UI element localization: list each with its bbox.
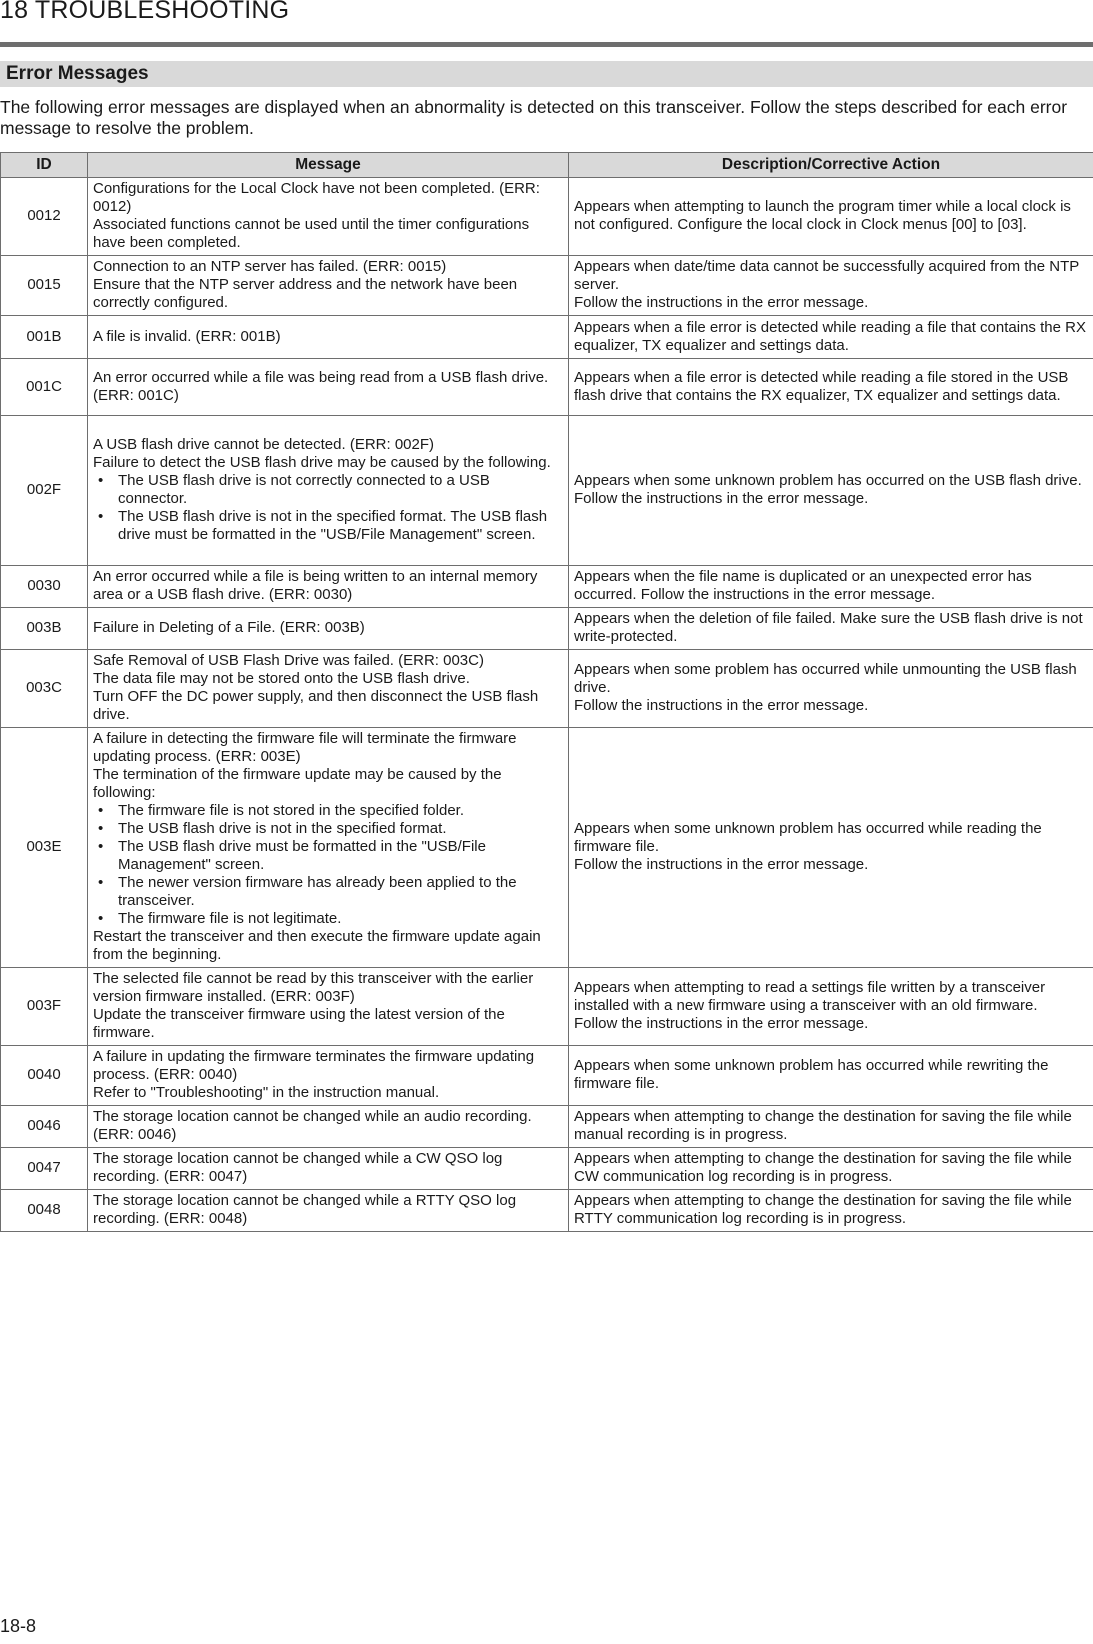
error-id-cell: 0047 xyxy=(1,1148,88,1190)
message-line: The selected file cannot be read by this transceiver with the earlier version firmware installed. (ERR: 003F) xyxy=(93,970,534,1005)
table-row xyxy=(1,608,1093,650)
message-line: Turn OFF the DC power supply, and then disconnect the USB flash drive. xyxy=(93,688,539,723)
error-messages-table xyxy=(0,152,1093,1232)
message-line: The storage location cannot be changed while a CW QSO log recording. (ERR: 0047) xyxy=(93,1150,503,1185)
corrective-action-cell xyxy=(569,1106,1093,1148)
table-row xyxy=(1,416,1093,566)
message-line: A failure in updating the firmware terminates the firmware updating process. (ERR: 0040) xyxy=(93,1048,535,1083)
error-message-cell xyxy=(88,968,569,1046)
error-message-cell xyxy=(88,316,569,359)
error-id-cell: 003F xyxy=(1,968,88,1046)
intro-paragraph: The following error messages are displayed when an abnormality is detected on this transceiver. Follow the steps described for each error message to resolve the problem. xyxy=(0,97,1068,138)
message-line: Configurations for the Local Clock have not been completed. (ERR: 0012) xyxy=(93,180,540,215)
message-line: Restart the transceiver and then execute the firmware update again from the beginning. xyxy=(93,928,541,963)
error-id-cell: 001C xyxy=(1,359,88,416)
message-line: Associated functions cannot be used until the timer configurations have been completed. xyxy=(93,216,530,251)
corrective-action-cell xyxy=(569,608,1093,650)
message-bullet-item: • The firmware file is not legitimate. xyxy=(93,910,563,928)
table-row xyxy=(1,968,1093,1046)
description-line: Appears when attempting to read a settings file written by a transceiver installed with a new firmware using a transceiver with an old firmware. xyxy=(574,979,1046,1014)
description-line: Appears when attempting to change the destination for saving the file while CW communication log recording is in progress. xyxy=(574,1150,1072,1185)
message-line: Failure to detect the USB flash drive may be caused by the following. xyxy=(93,454,551,471)
message-line: An error occurred while a file was being read from a USB flash drive. (ERR: 001C) xyxy=(93,368,549,404)
message-line: A failure in detecting the firmware file will terminate the firmware updating process. (ERR: 003E) xyxy=(93,730,517,765)
message-line: The storage location cannot be changed while an audio recording. (ERR: 0046) xyxy=(93,1108,532,1143)
table-row xyxy=(1,650,1093,728)
table-row xyxy=(1,566,1093,608)
message-line: The termination of the firmware update may be caused by the following: xyxy=(93,766,502,801)
message-line: Ensure that the NTP server address and the network have been correctly configured. xyxy=(93,276,518,311)
message-bullet-item: • The newer version firmware has already been applied to the transceiver. xyxy=(93,874,563,910)
error-id-cell: 0046 xyxy=(1,1106,88,1148)
message-bullet-item: • The USB flash drive is not correctly connected to a USB connector. xyxy=(93,472,563,508)
message-line: Connection to an NTP server has failed. (ERR: 0015) xyxy=(93,258,447,275)
error-id-cell: 0012 xyxy=(1,178,88,256)
description-line: Follow the instructions in the error message. xyxy=(574,1015,869,1032)
error-id-cell: 0048 xyxy=(1,1190,88,1232)
description-line: Appears when attempting to launch the program timer while a local clock is not configured. Configure the local clock in Clock menus [00] to [03]. xyxy=(574,198,1071,233)
corrective-action-cell xyxy=(569,650,1093,728)
table-row xyxy=(1,1046,1093,1106)
message-bullet-item: • The firmware file is not stored in the specified folder. xyxy=(93,802,563,820)
error-message-cell xyxy=(88,1148,569,1190)
error-message-cell xyxy=(88,1190,569,1232)
error-message-cell xyxy=(88,1046,569,1106)
description-line: Appears when the deletion of file failed. Make sure the USB flash drive is not write-protected. xyxy=(574,610,1083,645)
table-row xyxy=(1,359,1093,416)
description-line: Appears when the file name is duplicated or an unexpected error has occurred. Follow the instructions in the error message. xyxy=(574,568,1032,603)
corrective-action-cell xyxy=(569,1046,1093,1106)
error-id-cell: 0040 xyxy=(1,1046,88,1106)
error-message-cell xyxy=(88,728,569,968)
column-header-message: Message xyxy=(88,153,569,178)
header-rule xyxy=(0,42,1093,47)
message-line: Failure in Deleting of a File. (ERR: 003B) xyxy=(93,619,365,636)
message-line: The data file may not be stored onto the USB flash drive. xyxy=(93,670,470,687)
message-line: Safe Removal of USB Flash Drive was failed. (ERR: 003C) xyxy=(93,652,484,669)
error-message-cell xyxy=(88,178,569,256)
description-line: Appears when some problem has occurred while unmounting the USB flash drive. xyxy=(574,661,1077,696)
error-id-cell: 0015 xyxy=(1,256,88,316)
message-bullet-item: • The USB flash drive is not in the specified format. xyxy=(93,820,563,838)
error-message-cell xyxy=(88,1106,569,1148)
table-header-row xyxy=(1,153,1093,178)
description-line: Appears when some unknown problem has occurred on the USB flash drive. xyxy=(574,472,1082,489)
error-id-cell: 0030 xyxy=(1,566,88,608)
table-row xyxy=(1,1148,1093,1190)
message-line: A USB flash drive cannot be detected. (ERR: 002F) xyxy=(93,436,435,453)
error-id-cell: 002F xyxy=(1,416,88,566)
table-row xyxy=(1,1190,1093,1232)
description-line: Follow the instructions in the error message. xyxy=(574,856,869,873)
description-line: Appears when attempting to change the destination for saving the file while RTTY communication log recording is in progress. xyxy=(574,1192,1072,1227)
error-id-cell: 001B xyxy=(1,316,88,359)
error-message-cell xyxy=(88,650,569,728)
message-line: A file is invalid. (ERR: 001B) xyxy=(93,327,281,345)
error-message-cell xyxy=(88,566,569,608)
error-message-cell xyxy=(88,256,569,316)
description-line: Follow the instructions in the error message. xyxy=(574,294,869,311)
error-id-cell: 003E xyxy=(1,728,88,968)
corrective-action-cell xyxy=(569,968,1093,1046)
corrective-action-cell xyxy=(569,728,1093,968)
description-line: Appears when attempting to change the destination for saving the file while manual recording is in progress. xyxy=(574,1108,1072,1143)
corrective-action-cell xyxy=(569,316,1093,359)
error-message-cell xyxy=(88,359,569,416)
corrective-action-cell xyxy=(569,566,1093,608)
section-title: Error Messages xyxy=(6,63,149,84)
error-message-cell xyxy=(88,416,569,566)
section-heading-bar xyxy=(0,61,1093,87)
corrective-action-cell xyxy=(569,256,1093,316)
description-line: Appears when a file error is detected while reading a file that contains the RX equalizer, TX equalizer and settings data. xyxy=(574,318,1086,354)
message-line: An error occurred while a file is being written to an internal memory area or a USB flash drive. (ERR: 0030) xyxy=(93,568,538,603)
message-bullet-item: • The USB flash drive must be formatted in the "USB/File Management" screen. xyxy=(93,838,563,874)
description-line: Appears when some unknown problem has occurred while rewriting the firmware file. xyxy=(574,1057,1049,1092)
corrective-action-cell xyxy=(569,178,1093,256)
column-header-id: ID xyxy=(1,153,88,178)
message-bullet-item: • The USB flash drive is not in the specified format. The USB flash drive must be formatted in the "USB/File Management" screen. xyxy=(93,508,563,544)
table-row xyxy=(1,178,1093,256)
error-id-cell: 003B xyxy=(1,608,88,650)
error-message-cell xyxy=(88,608,569,650)
error-table-body xyxy=(1,178,1093,1232)
description-line: Appears when some unknown problem has occurred while reading the firmware file. xyxy=(574,820,1042,855)
page-number: 18-8 xyxy=(0,1616,37,1636)
message-line: The storage location cannot be changed while a RTTY QSO log recording. (ERR: 0048) xyxy=(93,1192,517,1227)
corrective-action-cell xyxy=(569,359,1093,416)
table-row xyxy=(1,256,1093,316)
description-line: Follow the instructions in the error message. xyxy=(574,490,869,507)
chapter-title: 18 TROUBLESHOOTING xyxy=(0,0,290,24)
corrective-action-cell xyxy=(569,416,1093,566)
corrective-action-cell xyxy=(569,1190,1093,1232)
table-row xyxy=(1,1106,1093,1148)
corrective-action-cell xyxy=(569,1148,1093,1190)
table-row xyxy=(1,728,1093,968)
description-line: Appears when date/time data cannot be successfully acquired from the NTP server. xyxy=(574,258,1079,293)
error-id-cell: 003C xyxy=(1,650,88,728)
table-row xyxy=(1,316,1093,359)
description-line: Follow the instructions in the error message. xyxy=(574,697,869,714)
message-line: Refer to "Troubleshooting" in the instruction manual. xyxy=(93,1084,440,1101)
message-line: Update the transceiver firmware using the latest version of the firmware. xyxy=(93,1006,505,1041)
column-header-description: Description/Corrective Action xyxy=(569,153,1093,178)
description-line: Appears when a file error is detected while reading a file stored in the USB flash drive that contains the RX equalizer, TX equalizer and settings data. xyxy=(574,368,1069,404)
